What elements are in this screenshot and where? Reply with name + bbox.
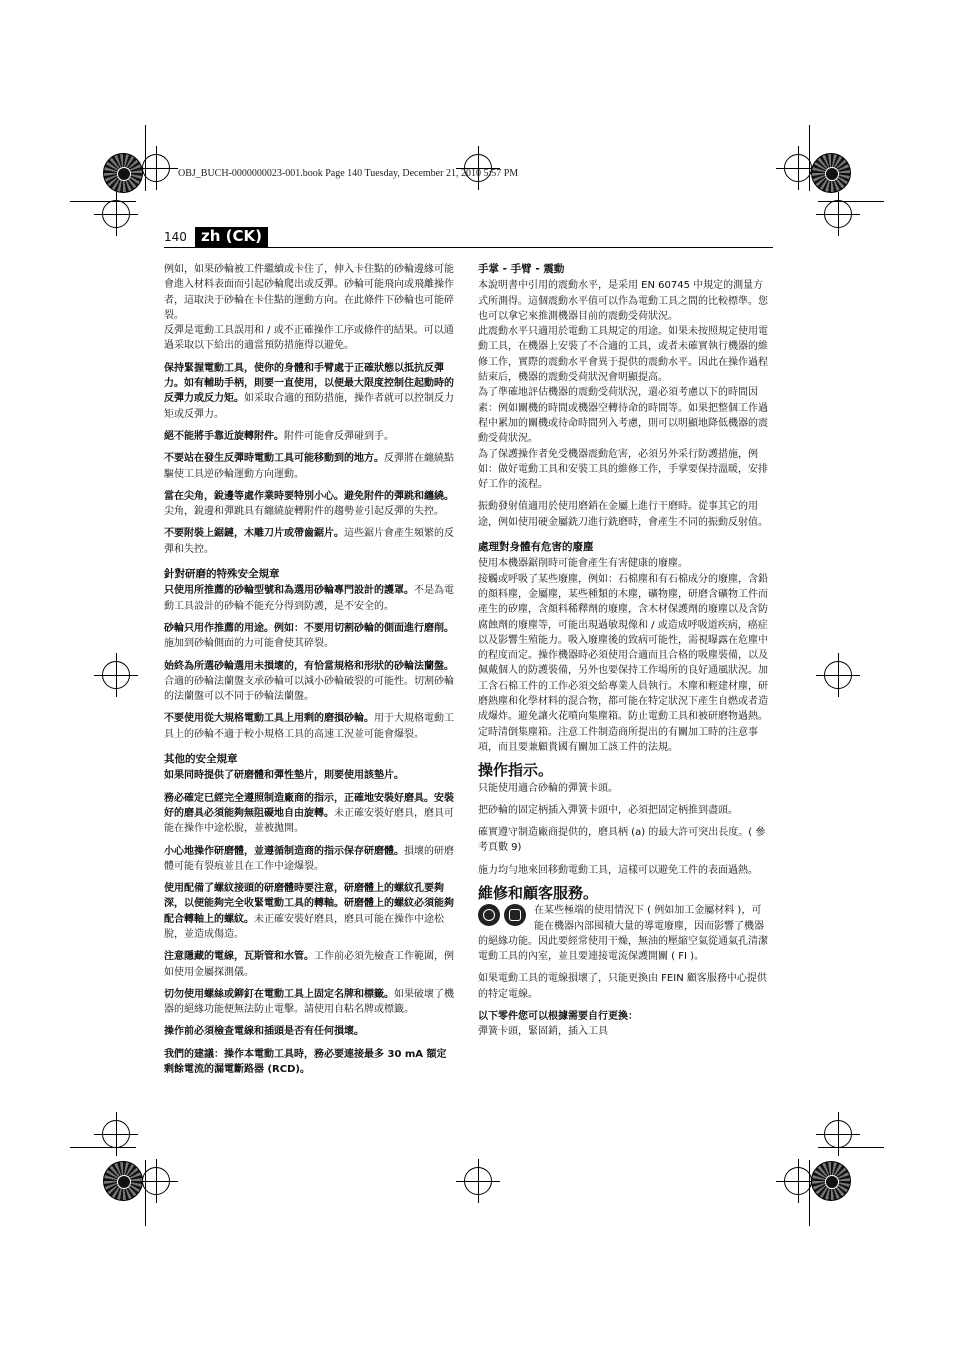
color-dial-top-right <box>811 153 851 193</box>
registration-mark-left-lower <box>94 1112 138 1156</box>
crop-line <box>70 201 136 202</box>
ear-protection-icon <box>504 904 526 926</box>
registration-mark-right-upper <box>816 192 860 236</box>
paragraph: 在某些極端的使用情況下 ( 例如加工金屬材料 )，可能在機器內部囤積大量的導電廢塵，因而影響了機器的絕緣功能。因此要經常使用干燥，無油的壓縮空氣從通氣孔清潔電動工具的內室，並且要連接電流保護開關 ( FI )。 <box>478 905 768 963</box>
paragraph: 施力均勻地來回移動電動工具，這樣可以避免工件的表面過熱。 <box>478 864 758 876</box>
section-heading: 處理對身體有危害的廢塵 <box>478 541 594 554</box>
paragraph: 切勿使用螺絲或鉚釘在電動工具上固定名牌和標籤。如果破壞了機器的絕緣功能便無法防止電擊。請使用自粘名牌或標籤。 <box>164 988 454 1016</box>
left-column <box>164 262 456 1084</box>
paragraph: 務必確定已經完全遵照制造廠商的指示，正確地安裝好磨具。安裝好的磨具必須能夠無阻礙地自由旋轉。未正確安裝好磨具，磨具可能在操作中途松脫，並被拋開。 <box>164 792 454 835</box>
crop-line <box>818 1147 884 1148</box>
paragraph: 當在尖角，銳邊等處作業時要特別小心。避免附件的彈跳和纏繞。尖角，銳邊和彈跳具有纏繞旋轉附件的趨勢並引起反彈的失控。 <box>164 490 454 518</box>
paragraph: 始終為所選砂輪選用未損壞的，有恰當規格和形狀的砂輪法蘭盤。合適的砂輪法蘭盤支承砂輪可以減小砂輪破裂的可能性。切割砂輪的法蘭盤可以不同于砂輪法蘭盤。 <box>164 660 454 703</box>
crop-line <box>809 1160 810 1226</box>
safety-goggles-icon <box>478 904 500 926</box>
paragraph: 如果電動工具的電線損壞了，只能更換由 FEIN 顧客服務中心提供的特定電線。 <box>478 973 767 1000</box>
file-info-line: OBJ_BUCH-0000000023-001.book Page 140 Tuesday, December 21, 2010 5:57 PM <box>178 168 519 179</box>
section-heading: 維修和顧客服務。 <box>478 883 599 902</box>
paragraph: 確實遵守制造廠商提供的，磨具柄 (a) 的最大許可突出長度。( 參考頁數 9) <box>478 827 766 854</box>
paragraph: 我們的建議：操作本電動工具時，務必要連接最多 30 mA 額定剩餘電流的漏電斷路器 (RCD)。 <box>164 1048 447 1076</box>
paragraph: 注意隱藏的電線，瓦斯管和水管。工作前必須先檢查工作範圍，例如使用金屬探測儀。 <box>164 951 454 978</box>
section-heading: 其他的安全規章 <box>164 753 238 766</box>
paragraph: 只能使用適合砂輪的彈簧卡頭。 <box>478 782 618 794</box>
header-rule <box>164 247 773 248</box>
paragraph: 接觸或呼吸了某些廢塵，例如：石棉塵和有石棉成分的廢塵，含鉛的顏料塵，金屬塵，某些種類的木塵，礦物塵，研磨含礦物工件而產生的矽塵，含顏料稀釋劑的廢塵，含木材保護劑的廢塵以及含防腐蝕劑的廢塵等，可能出現過敏現像和 / 或造成呼吸道疾病，癌症以及影響生殖能力。吸入廢塵後的致病可能性，需視曝露在危塵中的程度而定。操作機器時必須使用合適而且合格的吸塵裝備，以及佩戴個人的防護裝備，另外也要保持工作場所的良好通風狀況。加工含石棉工件的工作必須交給專業人員執行。木塵和輕建材塵，研磨熱塵和化學材料的混合物，都可能在特定狀況下產生自燃或者造成爆炸。避免讓火花噴向集塵箱。防止電動工具和被研磨物過熱。定時清倒集塵箱。注意工件制造商所提出的有關加工時的注意事項，而且要兼顧貴國有關加工該工件的法規。 <box>478 573 768 753</box>
language-badge: zh (CK) <box>195 227 268 247</box>
paragraph: 保持緊握電動工具，使你的身體和手臂處于正確狀態以抵抗反彈力。如有輔助手柄，則要一直使用，以便最大限度控制住起動時的反彈力或反力矩。如采取合適的預防措施，操作者就可以控制反力矩或反彈力。 <box>164 362 454 420</box>
paragraph: 反彈是電動工具誤用和 / 或不正確操作工序或條件的結果。可以通過采取以下給出的適當預防措施得以避免。 <box>164 325 454 352</box>
paragraph: 不要使用從大規格電動工具上用剩的磨損砂輪。用于大規格電動工具上的砂輪不適于較小規格工具的高速工況並可能會爆裂。 <box>164 713 454 740</box>
paragraph: 不要站在發生反彈時電動工具可能移動到的地方。反彈將在纏繞點驅使工具逆砂輪運動方向運動。 <box>164 453 454 480</box>
safety-icons <box>478 904 530 928</box>
paragraph: 絕不能將手靠近旋轉附件。附件可能會反彈碰到手。 <box>164 430 394 442</box>
page-number: 140 <box>164 230 187 244</box>
paragraph: 振動發射值適用於使用磨銷在金屬上進行干磨時。從事其它的用途，例如使用硬金屬銑刀進行銑磨時，會產生不同的振動反射值。 <box>478 501 768 528</box>
paragraph: 例如，如果砂輪被工件繼續或卡住了，伸入卡住點的砂輪邊緣可能會進入材料表面而引起砂輪爬出或反彈。砂輪可能飛向或飛離操作者，這取決于砂輪在卡住點的運動方向。在此條件下砂輪也可能碎裂。 <box>164 264 454 321</box>
paragraph: 使用本機器鋸削時可能會產生有害健康的廢塵。 <box>478 558 688 570</box>
paragraph: 使用配備了螺紋接頭的研磨體時要注意，研磨體上的螺紋孔要夠深，以便能夠完全收緊電動工具的轉軸。研磨體上的螺紋必須能夠配合轉軸上的螺紋。未正確安裝好磨具，磨具可能在操作中途松脫，並造成傷造。 <box>164 883 454 940</box>
color-dial-top-left <box>103 153 143 193</box>
paragraph: 只使用所推薦的砂輪型號和為選用砂輪專門設計的護罩。不是為電動工具設計的砂輪不能充分得到防護，是不安全的。 <box>164 585 454 612</box>
paragraph: 彈簧卡頭，緊固銷，插入工具 <box>478 1026 608 1038</box>
registration-mark-left-middle <box>94 653 138 697</box>
crop-line <box>809 125 810 191</box>
section-heading: 手掌 - 手臂 - 震動 <box>478 263 565 275</box>
paragraph: 本說明書中引用的震動水平，是采用 EN 60745 中規定的測量方式所測得。這個震動水平值可以作為電動工具之間的比較標準。您也可以拿它來推測機器目前的震動受荷狀況。 <box>478 280 768 322</box>
color-dial-bottom-right <box>811 1161 851 1201</box>
paragraph: 小心地操作研磨體，並遵循制造商的指示保存研磨體。損壞的研磨體可能有裂痕並且在工作中途爆裂。 <box>164 845 454 872</box>
paragraph-with-icons <box>478 903 770 964</box>
paragraph: 砂輪只用作推薦的用途。例如：不要用切割砂輪的側面進行磨削。施加到砂輪側面的力可能會使其碎裂。 <box>164 622 454 650</box>
registration-mark-left-upper <box>94 192 138 236</box>
paragraph: 操作前必須檢查電線和插頭是否有任何損壞。 <box>164 1026 364 1038</box>
crop-line <box>70 1147 136 1148</box>
crop-line <box>818 201 884 202</box>
registration-mark-right-lower <box>816 1112 860 1156</box>
paragraph: 把砂輪的固定柄插入彈簧卡頭中，必須把固定柄推到盡頭。 <box>478 804 738 816</box>
paragraph: 此震動水平只適用於電動工具規定的用途。如果未按照規定使用電動工具，在機器上安裝了不合適的工具，或者未確實執行機器的維修工作，實際的震動水平會異于提供的震動水平。因此在操作過程結束后，機器的震動受荷狀況會明顯提高。 <box>478 326 768 384</box>
paragraph: 不要附裝上鋸鏈，木雕刀片或帶齒鋸片。這些鋸片會產生頻繁的反彈和失控。 <box>164 528 454 555</box>
paragraph: 如果同時提供了研磨體和彈性墊片，則要使用該墊片。 <box>164 770 404 782</box>
crop-line <box>145 1160 146 1226</box>
registration-mark-right-middle <box>816 653 860 697</box>
registration-mark-bottom-center <box>456 1159 500 1203</box>
paragraph: 為了保護操作者免受機器震動危害，必須另外采行防護措施，例如：做好電動工具和安裝工具的維修工作，手掌要保持溫暖，安排好工作的流程。 <box>478 448 768 491</box>
section-heading: 針對研磨的特殊安全規章 <box>164 568 280 581</box>
color-dial-bottom-left <box>103 1161 143 1201</box>
paragraph: 為了準確地評估機器的震動受荷狀況，還必須考慮以下的時間因素：例如關機的時間或機器空轉待命的時間等。如果把整個工作過程中累加的關機或待命時間列入考慮，則可以明顯地降低機器的震動受荷狀況。 <box>478 387 768 445</box>
paragraph: 以下零件您可以根據需要自行更換： <box>478 1011 638 1023</box>
right-column <box>478 262 770 1047</box>
section-heading: 操作指示。 <box>478 761 554 780</box>
crop-line <box>145 125 146 191</box>
